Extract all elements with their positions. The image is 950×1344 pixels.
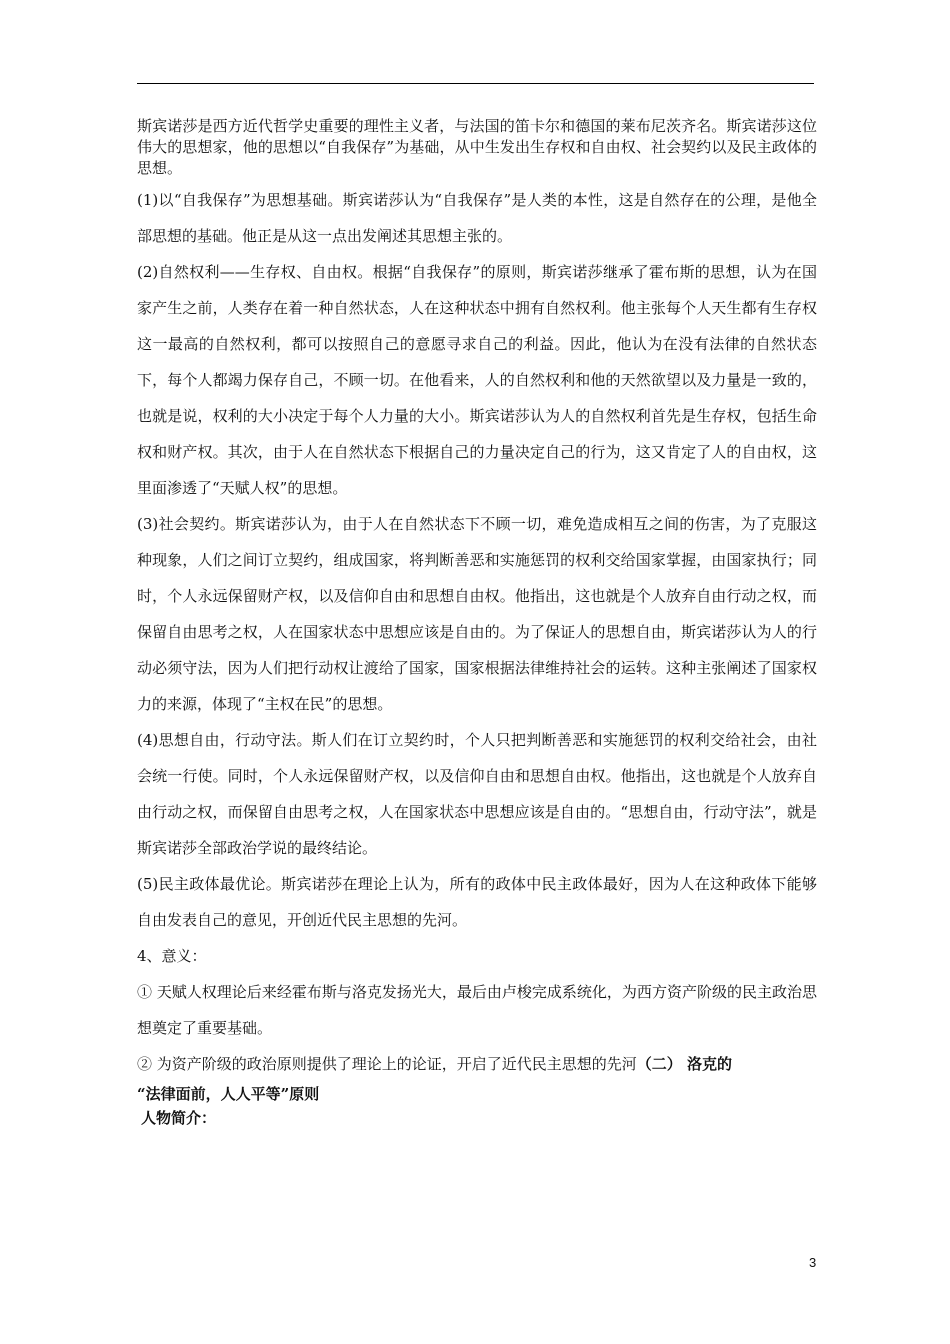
point-1-paragraph: (1)以“自我保存”为思想基础。斯宾诺莎认为“自我保存”是人类的本性，这是自然存在的公理，是他全部思想的基础。他正是从这一点出发阐述其思想主张的。 [137,191,817,245]
point-3-paragraph: (3)社会契约。斯宾诺莎认为，由于人在自然状态下不顾一切，难免造成相互之间的伤害，为了克服这种现象，人们之间订立契约，组成国家，将判断善恶和实施惩罚的权利交给国家掌握，由国家执行；同时，个人永远保留财产权，以及信仰自由和思想自由权。他指出，这也就是个人放弃自由行动之权，而保留自由思考之权，人在国家状态中思想应该是自由的。为了保证人的思想自由，斯宾诺莎认为人的行动必须守法，因为人们把行动权让渡给了国家，国家根据法律维持社会的运转。这种主张阐述了国家权力的来源，体现了“主权在民”的思想。 [137,515,817,713]
section-heading-title: “法律面前，人人平等”原则 [137,1085,320,1103]
section-heading-inline: （二） 洛克的 [636,1055,733,1073]
significance-item-2 [137,1046,817,1082]
point-5-paragraph: (5)民主政体最优论。斯宾诺莎在理论上认为，所有的政体中民主政体最好，因为人在这种政体下能够自由发表自己的意见，开创近代民主思想的先河。 [137,875,817,929]
significance-item-2-text: ② 为资产阶级的政治原则提供了理论上的论证，开启了近代民主思想的先河 [137,1055,637,1073]
intro-paragraph: 斯宾诺莎是西方近代哲学史重要的理性主义者，与法国的笛卡尔和德国的莱布尼茨齐名。斯宾诺莎这位伟大的思想家，他的思想以“自我保存”为基础，从中生发出生存权和自由权、社会契约以及民主政体的思想。 [137,117,817,177]
header-rule [137,83,814,84]
point-4-paragraph: (4)思想自由，行动守法。斯人们在订立契约时，个人只把判断善恶和实施惩罚的权利交给社会，由社会统一行使。同时，个人永远保留财产权，以及信仰自由和思想自由权。他指出，这也就是个人放弃自由行动之权，而保留自由思考之权，人在国家状态中思想应该是自由的。“思想自由，行动守法”，就是斯宾诺莎全部政治学说的最终结论。 [137,731,817,857]
point-2-paragraph: (2)自然权利——生存权、自由权。根据“自我保存”的原则，斯宾诺莎继承了霍布斯的思想，认为在国家产生之前，人类存在着一种自然状态，人在这种状态中拥有自然权利。他主张每个人天生都有生存权这一最高的自然权利，都可以按照自己的意愿寻求自己的利益。因此，他认为在没有法律的自然状态下，每个人都竭力保存自己，不顾一切。在他看来，人的自然权利和他的天然欲望以及力量是一致的，也就是说，权利的大小决定于每个人力量的大小。斯宾诺莎认为人的自然权利首先是生存权，包括生命权和财产权。其次，由于人在自然状态下根据自己的力量决定自己的行为，这又肯定了人的自由权，这里面渗透了“天赋人权”的思想。 [137,263,817,497]
significance-heading: 4、意义： [137,947,207,965]
document-body [137,116,817,1130]
significance-item-1: ① 天赋人权理论后来经霍布斯与洛克发扬光大，最后由卢梭完成系统化，为西方资产阶级的民主政治思想奠定了重要基础。 [137,983,817,1037]
page-number: 3 [809,1255,817,1270]
bio-label: 人物简介： [141,1109,217,1127]
